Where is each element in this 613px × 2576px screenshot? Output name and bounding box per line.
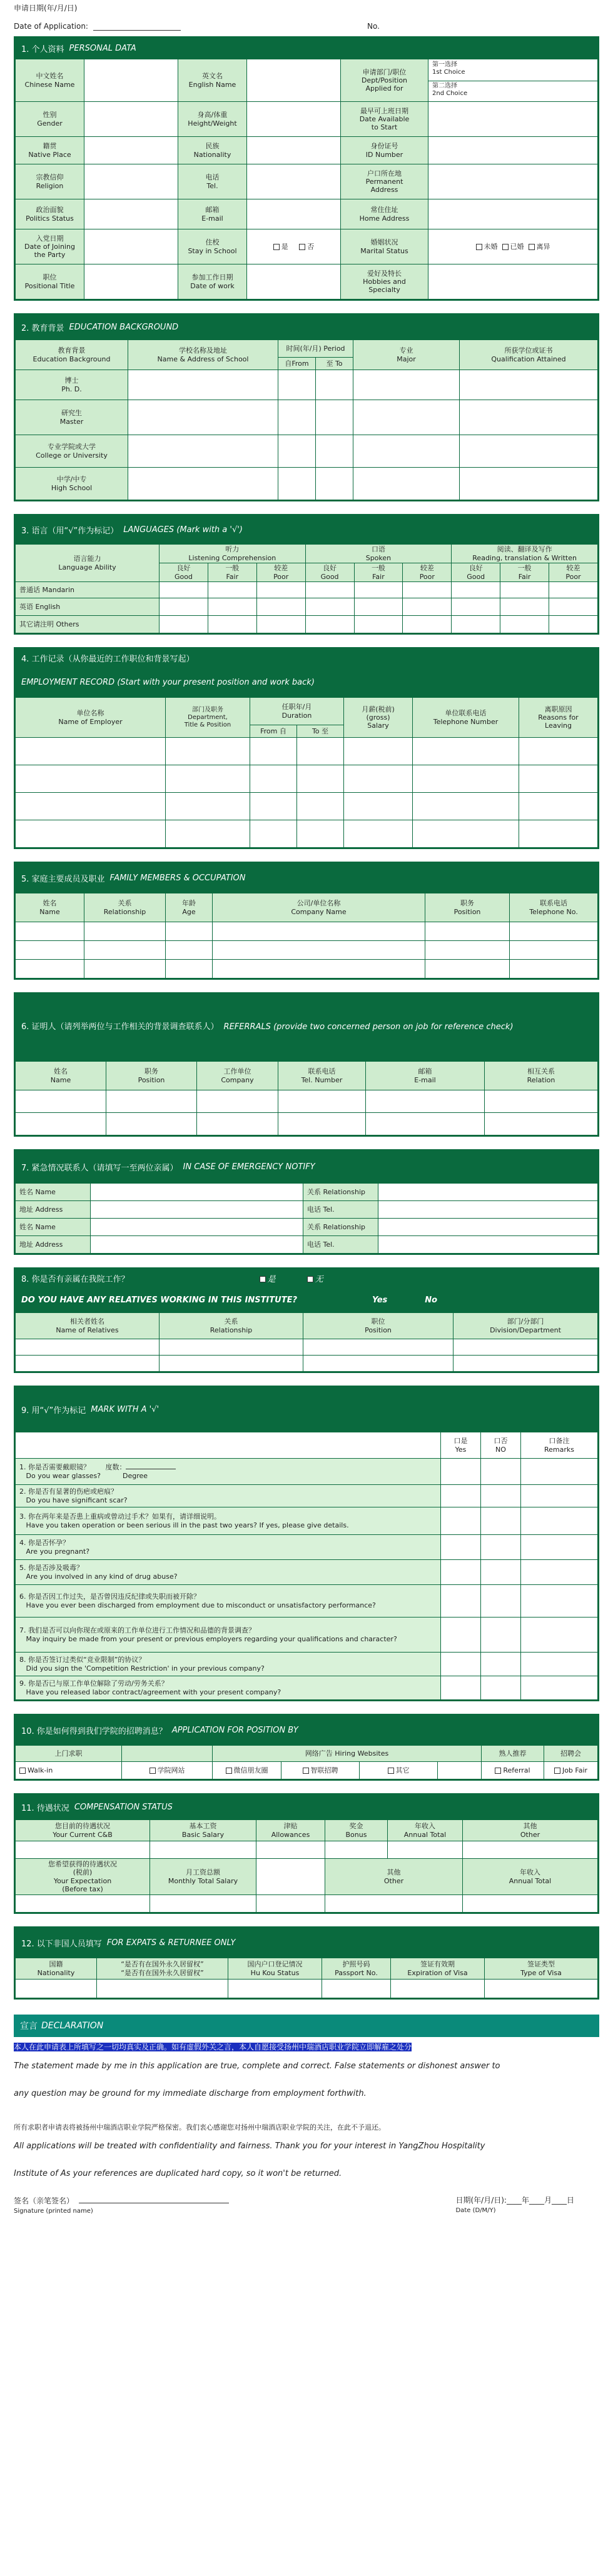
home-address-field[interactable] (428, 199, 598, 229)
label-current-cb: 您目前的待遇状况 (55, 1822, 110, 1831)
confidentiality-en-2: Institute of As your references are duplicated hard copy, so it won't be returned. (14, 2169, 342, 2178)
date-field[interactable]: ____年____月____日 (506, 2196, 574, 2205)
declaration-cn-text: 本人在此申请表上所填写之一切均真实及正确。如有虚假外关之言，本人自愿接受扬州中瑞酒店职业学院立即解雇之处分 (14, 2043, 412, 2051)
col-school: 学校名称及地址 (179, 346, 227, 355)
section-title-en: LANGUAGES (Mark with a '√') (123, 525, 243, 535)
relatives-table: 相关者姓名 Name of Relatives 关系 Relationship 职位 Position 部门/分部门 Division/Department (15, 1312, 598, 1372)
height-weight-field[interactable] (247, 102, 341, 137)
lang-cell[interactable] (208, 582, 256, 598)
lang-cell[interactable] (549, 616, 598, 633)
section-title-cn: 1. 个人资料 (21, 44, 64, 54)
row-college: 专业学院或大学 (48, 443, 96, 451)
edu-cell[interactable] (353, 400, 460, 435)
declaration-header: 宣言 DECLARATION (14, 2015, 599, 2037)
edu-cell[interactable] (316, 400, 353, 435)
label-permanent-address: 户口所在地 (367, 169, 402, 178)
date-label: 日期(年/月/日): (455, 2196, 507, 2205)
number-label: No. (367, 22, 380, 31)
col-no: 口否 (494, 1437, 508, 1446)
section-personal-data (14, 36, 599, 301)
question-row: 6. 你是否因工作过失，是否曾因违反纪律或失职而被开除？ Have you ever been discharged from employment due to misconduct or unsatisfactory performance? (16, 1585, 598, 1618)
label-hobbies: 爱好及特长 (367, 269, 402, 278)
col-from: 自From (278, 358, 316, 370)
section-title-en: EMPLOYMENT RECORD (Start with your present position and work back) (21, 677, 315, 687)
edu-cell[interactable] (128, 400, 278, 435)
section-family (14, 862, 599, 980)
edu-cell[interactable] (353, 468, 460, 500)
table-row (16, 1339, 598, 1356)
declaration-en-1: The statement made by me in this application are true, complete and correct. False statements or dishonest answer to (14, 2061, 500, 2071)
section-application-source (14, 1714, 599, 1781)
expected-salary-field[interactable] (150, 1895, 256, 1913)
col-visa-type: 签证类型 (527, 1960, 555, 1969)
label-date-available: 最早可上班日期 (360, 106, 408, 115)
nationality-field[interactable] (247, 137, 341, 164)
email-field[interactable] (247, 199, 341, 229)
row-high-school: 中学/中专 (56, 475, 87, 484)
lang-cell[interactable] (256, 616, 305, 633)
section-title-en: IN CASE OF EMERGENCY NOTIFY (183, 1162, 315, 1172)
edu-cell[interactable] (353, 435, 460, 468)
col-hukou: 国内户口登记情况 (247, 1960, 303, 1969)
lang-cell[interactable] (305, 598, 354, 616)
lang-cell[interactable] (403, 598, 452, 616)
label-chinese-name: 中文姓名 (36, 72, 64, 81)
relatives-question-cn: 8. 你是否有亲属在我院工作？ (21, 1274, 129, 1284)
lang-cell[interactable] (305, 582, 354, 598)
label-expectation: 您希望获得的待遇状况 (48, 1860, 117, 1869)
row-others: 其它请注明 Others (16, 616, 160, 633)
politics-status-field[interactable] (84, 199, 178, 229)
marital-status-options[interactable]: 未婚 已婚 离异 (428, 229, 598, 264)
table-row (16, 765, 598, 793)
questions-table: 口是 Yes 口否 NO 口备注 Remarks 1. 你是否需要戴眼镜？ 度数： Do you wear glasses? Degree 2. 你是否有显著的伤疤或疤痕？ Do you have significant scar? 3. 你在两年来是否患上重病或曾动过手术？如果有，请详细说明。 Have you taken operation or been serious ill in the past two years? If yes, please give details. 4. 你是否怀孕？ Are you pregnant? 5. 你是否涉及吸毒？ Are you involved in any kind of drug abuse? 6. 你是否因工作过失，是否曾因违反纪律或失职而被开除？ Have you ever been discharged from employment due to misconduct or unsatisfactory performance? 7. 我们是否可以向你现在或原来的工作单位进行工作情况和品德的背景调查？ May inquiry be made from your present or previous employers regarding your qualifications and character? 8. 你是否签订过类似“竞业限制”的协议？ Did you sign the 'Competition Restriction' in your previous company? 9. 你是否已与原工作单位解除了劳动/劳务关系？ Have you released labor contract/agreement with your present company? (15, 1432, 598, 1700)
emergency-name-field[interactable] (91, 1219, 303, 1236)
label-relationship: 关系 Relationship (303, 1219, 378, 1236)
label-gender: 性别 (43, 111, 57, 119)
section-title-cn: 2. 教育背景 (21, 323, 64, 333)
emergency-address-field[interactable] (91, 1201, 303, 1219)
label-date-joining-party: 入党日期 (36, 234, 64, 243)
section-title-en: FOR EXPATS & RETURNEE ONLY (106, 1938, 236, 1948)
table-row (16, 922, 598, 941)
col-from: From 自 (250, 725, 297, 738)
source-table: 上门求职 网络广告 Hiring Websites 熟人推荐 招聘会 Walk-in 学院网站 微信朋友圈 智联招聘 其它 Referral Job Fair (15, 1745, 598, 1779)
col-walk-in: 上门求职 (16, 1746, 122, 1762)
date-of-application-field[interactable] (93, 22, 181, 31)
lang-cell[interactable] (452, 598, 500, 616)
section-referrals (14, 992, 599, 1137)
section-title-en: APPLICATION FOR POSITION BY (171, 1725, 298, 1735)
date-of-work-field[interactable] (247, 264, 341, 299)
col-relative-name: 相关者姓名 (70, 1317, 104, 1326)
section-employment (14, 647, 599, 849)
question-row: 9. 你是否已与原工作单位解除了劳动/劳务关系？ Have you released labor contract/agreement with your present company? (16, 1676, 598, 1700)
date-of-application-label: Date of Application: (14, 22, 88, 31)
question-row: 1. 你是否需要戴眼镜？ 度数： Do you wear glasses? Degree (16, 1459, 598, 1485)
emergency-address-field[interactable] (91, 1236, 303, 1254)
table-row (16, 1356, 598, 1372)
lang-cell[interactable] (549, 598, 598, 616)
chinese-name-field[interactable] (84, 59, 178, 102)
native-place-field[interactable] (84, 137, 178, 164)
col-company: 公司/单位名称 (296, 899, 341, 908)
col-to: 至 To (316, 358, 353, 370)
checkbox-icon[interactable] (502, 244, 509, 250)
label-religion: 宗教信仰 (36, 173, 64, 182)
edu-cell[interactable] (460, 435, 598, 468)
checkbox-icon[interactable] (529, 244, 535, 250)
col-listening: 听力 (225, 545, 240, 554)
family-table: 姓名 Name 关系 Relationship 年龄 Age 公司/单位名称 Company Name 职务 Position 联系电话 Telephone No. (15, 893, 598, 979)
lang-cell[interactable] (354, 616, 403, 633)
edu-cell[interactable] (460, 468, 598, 500)
checkbox-icon[interactable] (388, 1768, 394, 1774)
col-telephone: 单位联系电话 (445, 709, 487, 718)
lang-cell[interactable] (160, 598, 208, 616)
col-reason: 离职原因 (544, 705, 572, 713)
col-division: 部门/分部门 (507, 1317, 544, 1326)
section-title-cn: 10. 你是如何得到我们学院的招聘消息？ (21, 1726, 167, 1736)
lang-cell[interactable] (208, 598, 256, 616)
col-passport: 护照号码 (342, 1960, 370, 1969)
checkbox-icon[interactable] (260, 1276, 266, 1282)
emergency-tel-field[interactable] (378, 1201, 598, 1219)
tel-field[interactable] (247, 164, 341, 199)
compensation-table: 您目前的待遇状况 Your Current C&B 基本工资 Basic Salary 津贴 Allowances 奖金 Bonus 年收入 Annual Total 其他 Other 您希望获得的待遇状况 (税前) Your Expectation (Before tax) 月工资总额 Monthly Total Salary 其他 Other 年收入 Annual Total (15, 1819, 598, 1913)
edu-cell[interactable] (316, 435, 353, 468)
col-name: 姓名 (43, 899, 57, 908)
section-title-cn: 5. 家庭主要成员及职业 (21, 874, 105, 884)
label-name: 姓名 Name (16, 1219, 91, 1236)
col-hiring-websites: 网络广告 Hiring Websites (213, 1746, 482, 1762)
col-period: 时间(年/月) Period (278, 340, 353, 358)
question-row: 5. 你是否涉及吸毒？ Are you involved in any kind of drug abuse? (16, 1560, 598, 1585)
col-qualification: 所获学位或证书 (504, 346, 553, 355)
section-title-cn: 6. 证明人（请列举两位与工作相关的背景调查联系人） (21, 1022, 219, 1032)
col-salary: 月薪(税前) (362, 705, 395, 713)
label-date-of-work: 参加工作日期 (191, 273, 233, 282)
checkbox-icon[interactable] (307, 1276, 313, 1282)
label-relationship: 关系 Relationship (303, 1184, 378, 1201)
lang-cell[interactable] (208, 616, 256, 633)
emergency-tel-field[interactable] (378, 1236, 598, 1254)
referrals-table: 姓名 Name 职务 Position 工作单位 Company 联系电话 Tel. Number 邮箱 E-mail 相互关系 Relation (15, 1061, 598, 1135)
col-name: 姓名 (54, 1067, 68, 1076)
label-positional-title: 职位 (43, 273, 57, 282)
label-address: 地址 Address (16, 1201, 91, 1219)
col-phone: 联系电话 (540, 899, 567, 908)
col-age: 年龄 (182, 899, 196, 908)
employment-table: 单位名称 Name of Employer 部门及职务 Department, Title & Position 任职年/月 Duration 月薪(税前) (gross) Salary 单位联系电话 Telephone Number 离职原因 Reasons for Leaving From 自 To 至 (15, 697, 598, 848)
lang-cell[interactable] (500, 616, 549, 633)
col-reading: 阅读、翻译及写作 (497, 545, 552, 554)
col-nationality: 国籍 (49, 1960, 63, 1969)
label-nationality: 民族 (205, 142, 220, 151)
lang-cell[interactable] (403, 616, 452, 633)
col-yes: 口是 (453, 1437, 468, 1446)
signature-row: 签名（亲笔签名） Signature (printed name) 日期(年/月/日):____年____月____日 Date (D/M/Y) (14, 2196, 574, 2215)
col-permanent-residency: “是否有在国外永久居留权” (121, 1960, 204, 1969)
edu-cell[interactable] (278, 435, 316, 468)
lang-cell[interactable] (160, 582, 208, 598)
lang-cell[interactable] (256, 582, 305, 598)
checkbox-icon[interactable] (495, 1768, 501, 1774)
section-title-en: MARK WITH A '√' (91, 1404, 160, 1414)
table-row (16, 793, 598, 820)
checkbox-icon[interactable] (303, 1768, 309, 1774)
col-spoken: 口语 (371, 545, 385, 554)
languages-table: 语言能力 Language Ability 听力 Listening Comprehension 口语 Spoken 阅读、翻译及写作 Reading, translation & Written 良好 Good 一般 Fair 较差 Poor 良好 Good 一般 Fair 较差 Poor 良好 Good 一般 Fair 较差 Poor 普通话 Mandarin 英语 English 其它请注明 Others (15, 544, 598, 633)
emergency-relationship-field[interactable] (378, 1184, 598, 1201)
col-position: 职务 (460, 899, 474, 908)
edu-cell[interactable] (460, 400, 598, 435)
label-id-number: 身份证号 (370, 142, 398, 151)
section-title-en: REFERRALS (provide two concerned person on job for reference check) (223, 1022, 514, 1032)
date-label: 申请日期(年/月/日) (14, 4, 78, 13)
label-marital-status: 婚姻状况 (370, 238, 398, 247)
table-row (16, 820, 598, 848)
col-department: 部门及职务 (192, 706, 223, 713)
lang-cell[interactable] (160, 616, 208, 633)
row-mandarin: 普通话 Mandarin (16, 582, 160, 598)
checkbox-icon[interactable] (554, 1768, 560, 1774)
permanent-address-field[interactable] (428, 164, 598, 199)
col-relation: 相互关系 (527, 1067, 555, 1076)
lang-cell[interactable] (354, 582, 403, 598)
col-to: To 至 (297, 725, 344, 738)
section-title-cn: 9. 用“√”作为标记 (21, 1406, 86, 1416)
question-row: 7. 我们是否可以向你现在或原来的工作单位进行工作情况和品德的背景调查？ May inquiry be made from your present or previous employers regarding your qualifications and character? (16, 1618, 598, 1653)
checkbox-icon[interactable] (476, 244, 482, 250)
table-row (16, 960, 598, 979)
lang-cell[interactable] (256, 598, 305, 616)
edu-cell[interactable] (278, 468, 316, 500)
section-languages (14, 514, 599, 635)
col-major: 专业 (399, 346, 413, 355)
lang-cell[interactable] (403, 582, 452, 598)
lang-cell[interactable] (305, 616, 354, 633)
edu-cell[interactable] (128, 435, 278, 468)
section-education (14, 313, 599, 501)
edu-cell[interactable] (128, 468, 278, 500)
question-row: 4. 你是否怀孕？ Are you pregnant? (16, 1535, 598, 1560)
col-job-fair: 招聘会 (544, 1746, 598, 1762)
emergency-table (15, 1183, 598, 1254)
gender-field[interactable] (84, 102, 178, 137)
col-position: 职位 (371, 1317, 385, 1326)
lang-cell[interactable] (500, 598, 549, 616)
edu-cell[interactable] (278, 400, 316, 435)
col-relationship: 关系 (118, 899, 132, 908)
checkbox-icon[interactable] (19, 1768, 26, 1774)
second-choice-field[interactable]: 第二选择 2nd Choice (432, 82, 468, 97)
row-phd: 博士 (64, 376, 79, 385)
col-relationship: 关系 (224, 1317, 238, 1326)
section-compensation (14, 1793, 599, 1914)
col-language-ability: 语言能力 (73, 555, 101, 563)
label-home-address: 常住住址 (370, 206, 398, 214)
declaration-en-2: any question may be ground for my immediate discharge from employment forthwith. (14, 2089, 367, 2098)
edu-cell[interactable] (316, 370, 353, 400)
lang-cell[interactable] (452, 582, 500, 598)
section-title-en: EDUCATION BACKGROUND (69, 322, 179, 332)
english-name-field[interactable] (247, 59, 341, 102)
date-available-field[interactable] (428, 102, 598, 137)
col-duration: 任职年/月 (281, 703, 312, 712)
id-number-field[interactable] (428, 137, 598, 164)
label-position-applied: 申请部门/职位 (362, 68, 407, 76)
lang-cell[interactable] (549, 582, 598, 598)
label-english-name: 英文名 (202, 72, 223, 81)
section-questions (14, 1386, 599, 1701)
col-employer: 单位名称 (76, 709, 104, 718)
table-row (16, 941, 598, 960)
col-remarks: 口备注 (549, 1437, 570, 1446)
signature-field[interactable] (79, 2195, 229, 2203)
checkbox-icon[interactable] (299, 244, 305, 250)
hobbies-field[interactable] (428, 264, 598, 299)
label-address: 地址 Address (16, 1236, 91, 1254)
personal-data-table: 中文姓名 Chinese Name 英文名 English Name 申请部门/职位 Dept/Position Applied for 第一选择 1st Choice 第二选择 2nd Choice 性别 Gender 身高/体重 Height/Weight 最早可上班日期 Date Available to Start 籍贯 Native Place 民族 Nationality 身份证号 ID Number 宗教信仰 Religion 电话 Tel. 户口所在地 Permanent Address 政治面貌 Politics Status 邮箱 E-mail 常住住址 Home Address 入党日期 Date of Joining the Party 住校 Stay in School 是 否 婚姻状况 Marital Status 未婚 已婚 离异 职位 Positional Title 参加工作日期 Date of work 爱好及特长 Hobbies and Specialty (15, 59, 598, 299)
label-tel: 电话 Tel. (303, 1201, 378, 1219)
section-title-cn: 4. 工作记录（从你最近的工作职位和背景写起） (21, 654, 195, 664)
education-table: 教育背景 Education Background 学校名称及地址 Name & Address of School 时间(年/月) Period 专业 Major 所获学位或证书 Qualification Attained 自From 至 To 博士 Ph. D. 研究生 Master 专业学院或大学 College or University 中学/中专 High School (15, 340, 598, 500)
section-title-cn: 12. 以下非国人员填写 (21, 1939, 102, 1949)
label-email: 邮箱 (205, 206, 220, 214)
table-row (16, 1090, 598, 1113)
label-politics-status: 政治面貌 (36, 206, 64, 214)
emergency-name-field[interactable] (91, 1184, 303, 1201)
col-position: 职务 (144, 1067, 158, 1076)
edu-cell[interactable] (128, 370, 278, 400)
checkbox-icon[interactable] (226, 1768, 232, 1774)
col-referral: 熟人推荐 (482, 1746, 544, 1762)
label-height-weight: 身高/体重 (197, 111, 228, 119)
lang-cell[interactable] (500, 582, 549, 598)
question-row: 2. 你是否有显著的伤疤或疤痕？ Do you have significant scar? (16, 1485, 598, 1507)
col-tel: 联系电话 (308, 1067, 336, 1076)
label-native-place: 籍贯 (43, 142, 57, 151)
date-joining-party-field[interactable] (84, 229, 178, 264)
lang-cell[interactable] (452, 616, 500, 633)
label-tel: 电话 Tel. (303, 1236, 378, 1254)
row-english: 英语 English (16, 598, 160, 616)
section-title-en: FAMILY MEMBERS & OCCUPATION (109, 873, 246, 883)
current-salary-field[interactable] (150, 1841, 256, 1859)
table-row (16, 1113, 598, 1135)
question-row: 8. 你是否签订过类似“竞业限制”的协议？ Did you sign the 'Competition Restriction' in your previous company? (16, 1653, 598, 1676)
col-visa-expiry: 签证有效期 (420, 1960, 455, 1969)
col-company: 工作单位 (223, 1067, 251, 1076)
stay-in-school-options[interactable]: 是 否 (247, 229, 341, 264)
col-email: 邮箱 (418, 1067, 432, 1076)
section-expats (14, 1926, 599, 2000)
lang-cell[interactable] (354, 598, 403, 616)
label-tel: 电话 (205, 173, 220, 182)
col-education: 教育背景 (58, 346, 86, 355)
label-name: 姓名 Name (16, 1184, 91, 1201)
section-title-en: COMPENSATION STATUS (74, 1802, 173, 1812)
positional-title-field[interactable] (84, 264, 178, 299)
edu-cell[interactable] (353, 370, 460, 400)
religion-field[interactable] (84, 164, 178, 199)
edu-cell[interactable] (460, 370, 598, 400)
section-title-en: PERSONAL DATA (69, 43, 136, 53)
expats-table: 国籍 Nationality “是否有在国外永久居留权” “是否有在国外永久居留权” 国内户口登记情况 Hu Kou Status 护照号码 Passport No. 签证有效期 Expiration of Visa 签证类型 Type of Visa (15, 1958, 598, 1998)
edu-cell[interactable] (278, 370, 316, 400)
checkbox-icon[interactable] (273, 244, 280, 250)
label-stay-in-school: 住校 (205, 238, 220, 247)
question-row: 3. 你在两年来是否患上重病或曾动过手术？如果有，请详细说明。 Have you taken operation or been serious ill in the past two years? If yes, please give details. (16, 1507, 598, 1535)
section-title-cn: 3. 语言（用“√”作为标记） (21, 526, 119, 536)
confidentiality-cn: 所有求职者申请表将被扬州中瑞酒店职业学院严格保密。我们衷心感谢您对扬州中瑞酒店职业学院的关注，在此不予退还。 (14, 2123, 385, 2131)
section-emergency (14, 1149, 599, 1255)
section-title-cn: 7. 紧急情况联系人（请填写一至两位亲属） (21, 1163, 178, 1173)
first-choice-field[interactable]: 第一选择 1st Choice (428, 60, 597, 81)
confidentiality-en-1: All applications will be treated with confidentiality and fairness. Thank you for your interest in YangZhou Hospitality (14, 2141, 485, 2151)
relatives-question-en: DO YOU HAVE ANY RELATIVES WORKING IN THIS INSTITUTE? (21, 1295, 297, 1305)
emergency-relationship-field[interactable] (378, 1219, 598, 1236)
section-title-cn: 11. 待遇状况 (21, 1803, 69, 1813)
row-master: 研究生 (61, 409, 82, 418)
edu-cell[interactable] (316, 468, 353, 500)
table-row (16, 1980, 598, 1998)
signature-label: 签名（亲笔签名） (14, 2196, 74, 2205)
checkbox-icon[interactable] (149, 1768, 156, 1774)
section-relatives: 8. 你是否有亲属在我院工作？ 是 无 DO YOU HAVE ANY RELATIVES WORKING IN THIS INSTITUTE? Yes No 相关者姓名 Name of Relatives 关系 Relationship 职位 Position 部门/分部门 Division/Department (14, 1267, 599, 1373)
table-row (16, 738, 598, 765)
